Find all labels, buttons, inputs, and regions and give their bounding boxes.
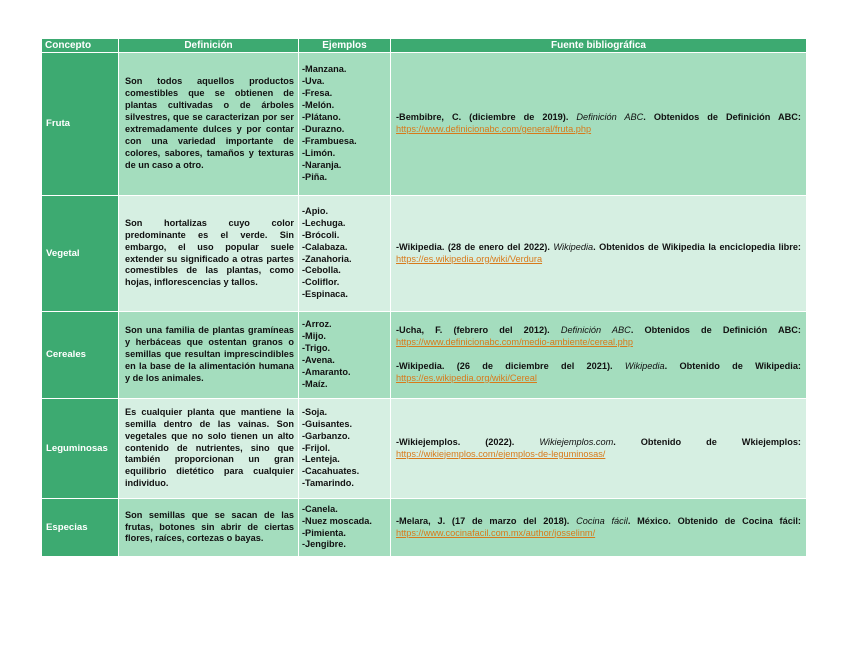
reference-link[interactable]: https://wikiejemplos.com/ejemplos-de-leguminosas/ xyxy=(396,448,606,459)
example-item: -Limón. xyxy=(302,147,336,158)
examples-cell xyxy=(299,196,391,312)
concept-table xyxy=(41,38,807,557)
reference xyxy=(396,112,801,136)
source-cell xyxy=(391,196,807,312)
reference-text: . Obtenidos de Definición ABC: xyxy=(643,112,801,123)
reference-text: -Wikipedia. (26 de diciembre del 2021). xyxy=(396,361,625,371)
example-item: -Calabaza. xyxy=(302,241,348,252)
header-definition: Definición xyxy=(119,39,299,53)
concept-cell: Especias xyxy=(42,499,119,557)
examples-cell xyxy=(299,312,391,399)
reference-title: Cocina fácil xyxy=(576,515,628,526)
reference-link[interactable]: https://www.definicionabc.com/general/fruta.php xyxy=(396,124,592,134)
example-item: -Tamarindo. xyxy=(302,478,354,489)
reference-link[interactable]: https://es.wikipedia.org/wiki/Cereal xyxy=(396,372,537,383)
header-concept: Concepto xyxy=(42,39,119,53)
source-cell xyxy=(391,499,807,557)
example-item: -Espinaca. xyxy=(302,289,348,300)
examples-cell xyxy=(299,399,391,499)
reference-text: . México. Obtenido de Cocina fácil: xyxy=(627,515,801,526)
reference-text: -Melara, J. (17 de marzo del 2018). xyxy=(396,515,577,526)
concept-cell: Vegetal xyxy=(42,196,119,312)
header-row xyxy=(42,39,807,53)
example-item: -Naranja. xyxy=(302,159,342,170)
example-item: -Trigo. xyxy=(302,343,331,354)
reference-text: -Ucha, F. (febrero del 2012). xyxy=(396,325,561,336)
reference-text: . Obtenidos de Wikipedia la enciclopedia libre: xyxy=(593,241,801,252)
concept-cell: Fruta xyxy=(42,53,119,196)
source-cell xyxy=(391,312,807,399)
example-item: -Melón. xyxy=(302,100,335,111)
example-item: -Fresa. xyxy=(302,88,333,99)
reference xyxy=(396,516,801,540)
example-item: -Arroz. xyxy=(302,319,332,330)
reference-text: -Bembibre, C. (diciembre de 2019). xyxy=(396,112,577,123)
example-item: -Apio. xyxy=(302,205,329,216)
reference-text: -Wikiejemplos. (2022). xyxy=(396,436,540,447)
reference-title: Definición ABC xyxy=(560,325,631,336)
example-item: -Zanahoria. xyxy=(302,253,352,264)
reference xyxy=(396,361,801,385)
source-cell xyxy=(391,399,807,499)
example-item: -Durazno. xyxy=(302,124,345,134)
reference-link[interactable]: https://es.wikipedia.org/wiki/Verdura xyxy=(396,253,543,264)
table-row xyxy=(42,399,807,499)
example-item: -Guisantes. xyxy=(302,418,353,429)
reference-text: . Obtenido de Wikipedia: xyxy=(664,361,801,371)
example-item: -Cacahuates. xyxy=(302,466,360,477)
definition-cell: Son hortalizas cuyo color predominante es el verde. Sin embargo, el uso popular suele extender su significado a otras partes comestibles de las plantas, como hojas, inflorescencias y tallos. xyxy=(119,196,299,312)
example-item: -Lechuga. xyxy=(302,217,346,228)
example-item: -Maíz. xyxy=(302,378,328,389)
table-row xyxy=(42,312,807,399)
reference-text: . Obtenidos de Definición ABC: xyxy=(630,325,801,336)
header-source: Fuente bibliográfica xyxy=(391,39,807,53)
example-item: -Piña. xyxy=(302,171,328,182)
example-item: -Coliflor. xyxy=(302,277,340,288)
examples-cell xyxy=(299,499,391,557)
example-item: -Garbanzo. xyxy=(302,430,350,441)
example-item: -Frijol. xyxy=(302,442,331,453)
definition-cell: Es cualquier planta que mantiene la semilla dentro de las vainas. Son vegetales que no solo tienen un alto contenido de nutrientes, sino que también proporcionan un gran equilibrio dietético para cualquier individuo. xyxy=(119,399,299,499)
example-item: -Mijo. xyxy=(302,331,326,342)
reference-text: -Wikipedia. (28 de enero del 2022). xyxy=(396,241,554,252)
concept-cell: Cereales xyxy=(42,312,119,399)
example-item: -Nuez moscada. xyxy=(302,515,372,526)
reference-title: Wikiejemplos.com xyxy=(539,436,614,447)
example-item: -Uva. xyxy=(302,76,325,87)
reference xyxy=(396,325,801,349)
example-item: -Soja. xyxy=(302,406,328,417)
source-cell xyxy=(391,53,807,196)
definition-cell: Son todos aquellos productos comestibles que se obtienen de plantas cultivadas o de árboles silvestres, que se caracterizan por ser extremadamente dulces y por contar con una variedad importante de colores, sabores, tamaños y texturas de un caso a otro. xyxy=(119,53,299,196)
example-item: -Canela. xyxy=(302,503,338,514)
example-item: -Jengibre. xyxy=(302,539,346,550)
examples-cell xyxy=(299,53,391,196)
reference-link[interactable]: https://www.definicionabc.com/medio-ambiente/cereal.php xyxy=(396,337,633,348)
example-item: -Frambuesa. xyxy=(302,135,357,146)
table-row xyxy=(42,499,807,557)
table-row xyxy=(42,53,807,196)
example-item: -Amaranto. xyxy=(302,366,351,377)
example-item: -Pimienta. xyxy=(302,527,346,538)
table-row xyxy=(42,196,807,312)
example-item: -Avena. xyxy=(302,355,335,365)
reference xyxy=(396,242,801,266)
example-item: -Manzana. xyxy=(302,64,347,75)
reference-link[interactable]: https://www.cocinafacil.com.mx/author/josselinm/ xyxy=(396,527,596,538)
reference-title: Definición ABC xyxy=(576,112,644,123)
example-item: -Brócoli. xyxy=(302,229,340,240)
example-item: -Plátano. xyxy=(302,112,341,123)
definition-cell: Son semillas que se sacan de las frutas, botones sin abrir de ciertas flores, raíces, cortezas o bayas. xyxy=(119,499,299,557)
reference xyxy=(396,437,801,461)
reference-title: Wikipedia xyxy=(553,241,594,252)
concept-cell: Leguminosas xyxy=(42,399,119,499)
definition-cell: Son una familia de plantas gramíneas y herbáceas que ostentan granos o semillas que resultan imprescindibles en la base de la alimentación humana y de los animales. xyxy=(119,312,299,399)
example-item: -Cebolla. xyxy=(302,265,341,276)
example-item: -Lenteja. xyxy=(302,454,340,465)
header-examples: Ejemplos xyxy=(299,39,391,53)
reference-title: Wikipedia xyxy=(624,361,665,371)
reference-text: . Obtenido de Wkiejemplos: xyxy=(613,436,801,447)
